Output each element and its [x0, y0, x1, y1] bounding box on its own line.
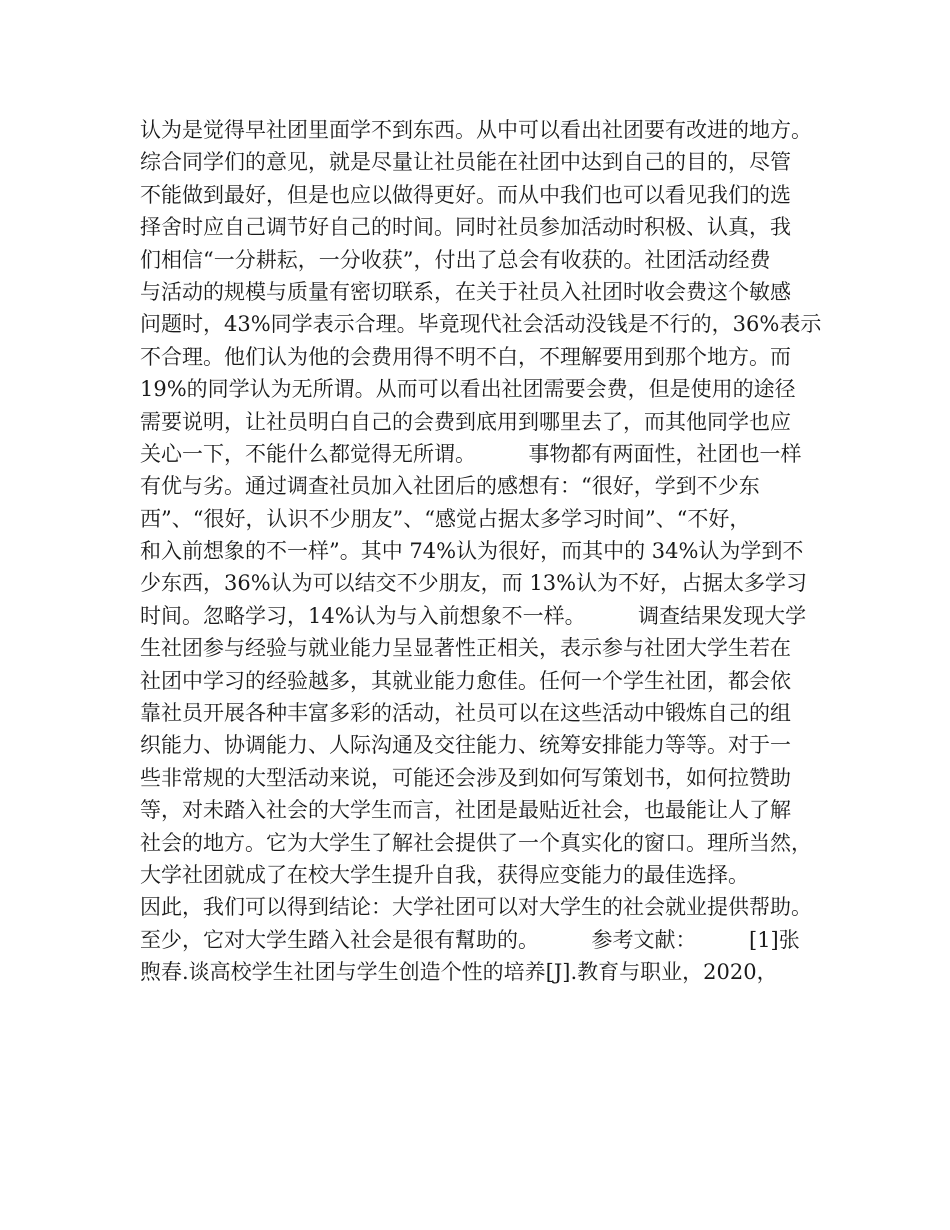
text-line: 等，对未踏入社会的大学生而言，社团是最贴近社会，也最能让人了解	[140, 798, 791, 823]
text-line: 需要说明，让社员明白自己的会费到底用到哪里去了，而其他同学也应	[140, 409, 791, 434]
text-line: 少东西，36%认为可以结交不少朋友，而 13%认为不好，占据太多学习	[140, 571, 808, 596]
text-line: 不能做到最好，但是也应以做得更好。而从中我们也可以看见我们的选	[140, 182, 791, 207]
text-line: 们相信“一分耕耘，一分收获”，付出了总会有收获的。社团活动经费	[140, 247, 771, 272]
text-line: 靠社员开展各种丰富多彩的活动，社员可以在这些活动中锻炼自己的组	[140, 701, 791, 726]
text-line: 时间。忽略学习，14%认为与入前想象不一样。 调查结果发现大学	[140, 603, 807, 628]
text-line: 有优与劣。通过调查社员加入社团后的感想有：“很好，学到不少东	[140, 474, 760, 499]
text-line: 至少，它对大学生踏入社会是很有幫助的。 参考文献： [1]张	[140, 927, 800, 952]
text-line: 煦春.谈高校学生社团与学生创造个性的培养[J].教育与职业，2020，	[140, 960, 778, 985]
body-text	[140, 114, 840, 989]
text-line: 不合理。他们认为他的会费用得不明不白，不理解要用到那个地方。而	[140, 344, 791, 369]
text-line: 问题时，43%同学表示合理。毕竟现代社会活动没钱是不行的，36%表示	[140, 312, 822, 337]
text-line: 些非常规的大型活动来说，可能还会涉及到如何写策划书，如何拉赞助	[140, 765, 791, 790]
text-line: 织能力、协调能力、人际沟通及交往能力、统筹安排能力等等。对于一	[140, 733, 791, 758]
text-line: 19%的同学认为无所谓。从而可以看出社团需要会费，但是使用的途径	[140, 377, 796, 402]
text-line: 关心一下，不能什么都觉得无所谓。 事物都有两面性，社团也一样	[140, 441, 802, 466]
text-line: 社会的地方。它为大学生了解社会提供了一个真实化的窗口。理所当然，	[140, 830, 812, 855]
text-line: 认为是觉得早社团里面学不到东西。从中可以看出社团要有改进的地方。	[140, 118, 812, 142]
text-line: 西”、“很好，认识不少朋友”、“感觉占据太多学习时间”、“不好，	[140, 506, 751, 531]
text-line: 大学社团就成了在校大学生提升自我，获得应变能力的最佳选择。	[140, 862, 749, 887]
text-line: 综合同学们的意见，就是尽量让社员能在社团中达到自己的目的，尽管	[140, 150, 791, 175]
text-line: 与活动的规模与质量有密切联系，在关于社员入社团时收会费这个敏感	[140, 279, 791, 304]
text-line: 生社团参与经验与就业能力呈显著性正相关，表示参与社团大学生若在	[140, 636, 791, 661]
text-line: 因此，我们可以得到结论：大学社团可以对大学生的社会就业提供帮助。	[140, 895, 812, 920]
text-line: 社团中学习的经验越多，其就业能力愈佳。任何一个学生社团，都会依	[140, 668, 791, 693]
text-line: 择舍时应自己调节好自己的时间。同时社员参加活动时积极、认真，我	[140, 215, 791, 240]
text-line: 和入前想象的不一样”。其中 74%认为很好，而其中的 34%认为学到不	[140, 539, 804, 564]
